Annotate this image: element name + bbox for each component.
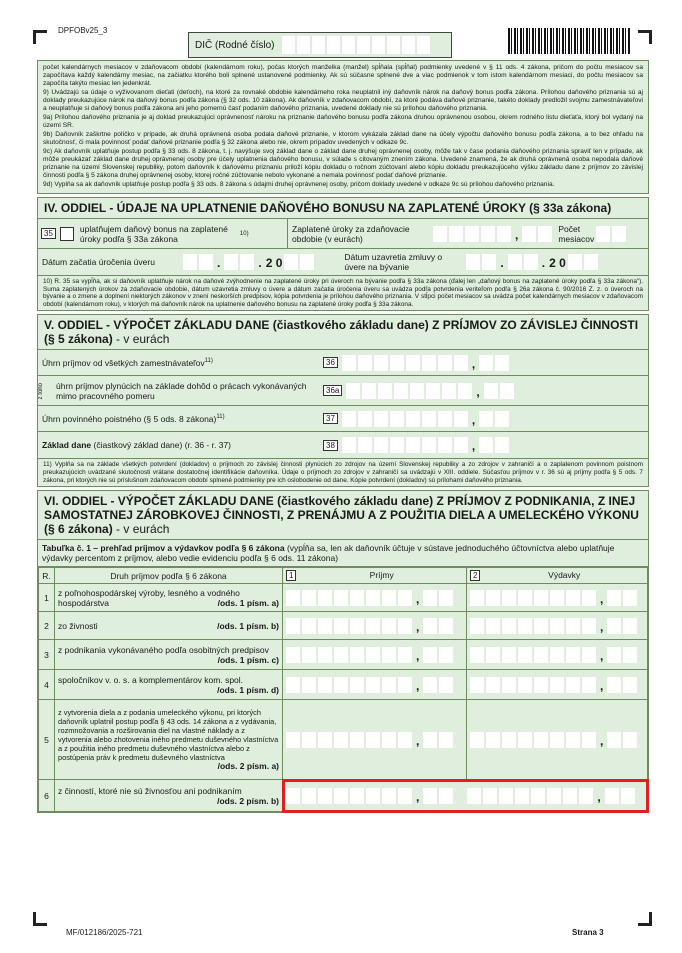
row-35-number: 35 [41, 228, 56, 239]
row-36a-label: úhrn príjmov plynúcich na základe dohôd o prácach vykonávaných mimo pracovného pomeru [56, 380, 307, 401]
row-38-field[interactable]: , [342, 437, 509, 453]
row-3-income-field[interactable]: , [286, 647, 463, 663]
row-5-expense-field[interactable]: , [470, 732, 644, 748]
section-4-panel: 35 uplatňujem daňový bonus na zaplatené úroky podľa § 33a zákona 10) Zaplatené úroky za zdaňovacie obdobie (v eurách) , Počet mesiacov Dátum začatia úročenia úveru . . 2 0 Dátum uzavretia zmluvy o úvere na bývanie . . 2 0 [37, 219, 649, 276]
row-36a-field[interactable]: , [346, 383, 513, 399]
row-36-label: Úhrn príjmov od všetkých zamestnávateľov [42, 357, 205, 368]
row-3-expense-field[interactable]: , [470, 647, 644, 663]
notes-top: počet kalendárnych mesiacov v zdaňovacom období (kalendárnom roku), počas ktorých manželka (manžel) spĺňala (spĺňal) podmienky uvedené v § 11 ods. 4 zákona, pričom do počtu mesiacov sa započítava každý kalendárny mesiac, na začiatku ktorého boli splnené ustanovené podmienky. Ak sú súčasne splnené dve a viac podmienok v tom istom kalendárnom mesiaci, do počtu mesiacov sa započíta takýto mesiac len jedenkrát. 9) Uvádzajú sa údaje o vyživovanom dieťati (deťoch), na ktoré za rovnaké obdobie kalendárneho roka neuplatnil iný daňovník nárok na daňový bonus podľa zákona. Prílohou daňového priznania sú aj doklady preukazujúce nárok na daňový bonus podľa zákona (§ 32 ods. 10 zákona). Ak daňovník v zdaňovacom období, za ktoré podáva daňové priznanie, takéto doklady predložil svojmu zamestnávateľovi a neuplatňuje si daňový bonus podľa zákona ani jeho pomernú časť podaním daňového priznania, uvedené doklady nie sú prílohou daňového priznania. 9a) Prílohou daňového priznania je aj doklad preukazujúci oprávnenosť nároku na priznanie daňového bonusu podľa zákona druhou oprávnenou osobou, okrem rodného listu dieťaťa, ktorý bol vydaný na území SR. 9b) Daňovník zaškrtne políčko v prípade, ak druhá oprávnená osoba podala daňové priznanie, v ktorom vykázala základ dane na účely výpočtu daňového bonusu podľa zákona, a to bez ohľadu na skutočnosť, či mala povinnosť podať daňové priznanie podľa § 32 zákona alebo nie, okrem prípadov uvedených v odkaze 9c. 9c) Ak daňovník uplatňuje postup podľa § 33 ods. 8 zákona, t. j. navýšuje svoj základ dane o základ dane druhej oprávnenej osoby, môže tak v čase podania daňového priznania spraviť len v prípade, ak môže preukázať základ dane druhej oprávnenej osoby pre účely uplatnenia daňového bonusu, v súlade s citovaným znením zákona. Uvedené znamená, že ak druhá oprávnená osoba nepodala daňové priznanie na území Slovenskej republiky, potom daňovník k daňovému priznaniu priloží kópiu dokladu o ročnom zúčtovaní alebo kópiu dokladu preukazujúceho výšku základu dane z príjmov zo závislej činnosti podľa § 5 zákona druhej oprávnenej osoby, ktorej ročné zúčtovanie nebolo vykonané a nemala povinnosť podať daňové priznanie. 9d) Vyplňa sa ak daňovník uplatňuje postup podľa § 33 ods. 8 zákona s údajmi druhej oprávnenej osoby, pričom doklady uvedené v odkaze 9c sú prílohou daňového priznania. [37, 60, 649, 194]
row-37-label: Úhrn povinného poistného (§ 5 ods. 8 zákona) [42, 413, 217, 424]
corner-mark-bottom-left [33, 912, 47, 926]
corner-mark-top-left [33, 30, 47, 44]
dic-label: DIČ (Rodné číslo) [195, 39, 275, 51]
row-35-label: uplatňujem daňový bonus na zaplatené úroky podľa § 33a zákona [79, 223, 228, 244]
interest-label: Zaplatené úroky za zdaňovacie obdobie (v eurách) [292, 223, 410, 244]
row-36-field[interactable]: , [342, 355, 509, 371]
row-2-expense-field[interactable]: , [470, 618, 644, 634]
section-4-note: 10) R. 35 sa vypĺňa, ak si daňovník uplatňuje nárok na daňové zvýhodnenie na zaplatené úroky pri úveroch na bývanie podľa § 33a zákona (ďalej len „daňový bonus na zaplatené úroky podľa § 33a zákona“). Suma zaplatených úrokov za zdaňovacie obdobie, dátum uzavretia zmluvy o úvere a dátum začatia úročenia úveru sa uvádza podľa potvrdenia veriteľom podľa § 26a zákona č. 90/2016 Z. z. o úveroch na bývanie a o zmene a doplnení niektorých zákonov v znení neskorších predpisov, kópia potvrdenia je prílohou daňového priznania. V stĺpci počet mesiacov sa uvádza počet kalendárnych mesiacov v zdaňovacom období (kalendárnom roku), v ktorých má daňovník nárok na uplatnenie daňového bonusu na zaplatené úroky podľa § 33a zákona. [37, 276, 649, 311]
section-5-note: 11) Vyplňa sa na základe všetkých potvrdení (dokladov) o príjmoch zo závislej činnosti plynúcich zo zdrojov na území Slovenskej republiky a zo zdrojov v zahraničí a o zaplatenom povinnom poistnom preukazujúcich uvádzané skutočnosti vrátane dostatočnej identifikácie daňovníka. Údaje o príjmoch zo zdrojov v zahraničí sa uvádzajú v XIII. oddiele. Súčasťou príjmov v r. 36 sú aj príjmy podľa § 5 ods. 7 zákona, pri ktorých nie sú príslušnom zdaňovacom období splnené podmienky pre ich oslobodenie od dane. Kópie potvrdení (dokladov) sú prílohami daňového priznania. [37, 459, 649, 487]
row-1-expense-field[interactable]: , [470, 590, 644, 606]
barcode [508, 28, 630, 54]
document-id: MF/012186/2025-721 [66, 928, 143, 937]
months-field[interactable] [596, 226, 626, 242]
row-4-expense-field[interactable]: , [470, 677, 644, 693]
end-date-label: Dátum uzavretia zmluvy o úvere na bývanie [344, 252, 443, 272]
section-4-title: IV. ODDIEL - ÚDAJE NA UPLATNENIE DAŇOVÉHO BONUSU NA ZAPLATENÉ ÚROKY (§ 33a zákona) [37, 197, 649, 219]
start-date-label: Dátum začatia úročenia úveru [42, 257, 155, 267]
row-5-income-field[interactable]: , [286, 732, 463, 748]
corner-mark-top-right [638, 30, 652, 44]
table-1-title: Tabuľka č. 1 – prehľad príjmov a výdavkov podľa § 6 zákona [42, 543, 285, 554]
table-1: R. Druh príjmov podľa § 6 zákona 1 Príjmy 2 Výdavky 1 z poľnohospodárskej výroby, lesného a vodného hospodárstva /ods. 1 písm. a) , , 2 zo živnosti /ods. 1 písm. b) , , 3 z podnikania vykonávaného podľa osobitných predpisov /ods. 1 písm. c) , , 4 spoločníkov v. o. s. a komplementárov kom. spol. /ods. 1 písm. d) , , 5 z vytvorenia diela a z podania umeleckého výkonu, pri ktorých daňovník uplatnil postup podľa § 43 ods. 14 zákona a z vydávania, rozmnožovania a rozširovania diel na vlastné náklady a z vytvorenia alebo zhotovenia iného predmetu duševného vlastníctva a z použitia iného predmetu duševného vlastníctva alebo z postúpenia práv k predmetu duševného vlastníctva /ods. 2 písm. a) , , 6 z činností, ktoré nie sú živnosťou ani podnikaním /ods. 2 písm. b) , , [38, 567, 648, 812]
interest-field[interactable]: , [433, 226, 552, 242]
section-5-panel: Úhrn príjmov od všetkých zamestnávateľov$^{11)}$ 36 , z toho úhrn príjmov plynúcich na základe dohôd o prácach vykonávaných mimo pracovného pomeru 36a , Úhrn povinného poistného (§ 5 ods. 8 zákona)$^{11)}$ 37 , Základ dane (čiastkový základ dane) (r. 36 - r. 37) 38 , [37, 350, 649, 459]
row-6-income-field[interactable]: , [286, 788, 453, 804]
row-35-checkbox[interactable] [60, 227, 74, 241]
row-38-label: Základ dane [42, 440, 92, 451]
row-1-income-field[interactable]: , [286, 590, 463, 606]
section-6-panel: Tabuľka č. 1 – prehľad príjmov a výdavkov podľa § 6 zákona (vypĺňa sa, len ak daňovník účtuje v sústave jednoduchého účtovníctva alebo uplatňuje výdavky percentom z príjmov, alebo vedie evidenciu podľa § 6 ods. 11 zákona) R. Druh príjmov podľa § 6 zákona 1 Príjmy 2 Výdavky 1 z poľnohospodárskej výroby, lesného a vodného hospodárstva /ods. 1 písm. a) , , 2 zo živnosti /ods. 1 písm. b) , , 3 z podnikania vykonávaného podľa osobitných predpisov /ods. 1 písm. c) , , 4 spoločníkov v. o. s. a komplementárov kom. spol. /ods. 1 písm. d) , , 5 z vytvorenia diela a z podania umeleckého výkonu, pri ktorých daňovník uplatnil postup podľa § 43 ods. 14 zákona a z vydávania, rozmnožovania a rozširovania diel na vlastné náklady a z vytvorenia alebo zhotovenia iného predmetu duševného vlastníctva a z použitia iného predmetu duševného vlastníctva alebo z postúpenia práv k predmetu duševného vlastníctva /ods. 2 písm. a) , , 6 z činností, ktoré nie sú živnosťou ani podnikaním /ods. 2 písm. b) , , [37, 540, 649, 813]
months-label: Počet mesiacov [558, 223, 595, 244]
end-date-field[interactable]: . . 2 0 [466, 254, 597, 270]
row-6-highlight[interactable] [283, 780, 648, 812]
row-2-income-field[interactable]: , [286, 618, 463, 634]
section-6-title: VI. ODDIEL - VÝPOČET ZÁKLADU DANE (čiastkového základu dane) Z PRÍJMOV Z PODNIKANIA, Z INEJ SAMOSTATNEJ ZÁROBKOVEJ ČINNOSTI, Z PRENÁJMU A Z POUŽITIA DIELA A UMELECKÉHO VÝKONU (§ 6 zákona) - v eurách [37, 490, 649, 540]
row-37-field[interactable]: , [342, 411, 509, 427]
row-6-expense-field[interactable]: , [467, 788, 634, 804]
page-number: Strana 3 [572, 928, 604, 937]
section-5-title: V. ODDIEL - VÝPOČET ZÁKLADU DANE (čiastkového základu dane) Z PRÍJMOV ZO ZÁVISLEJ ČINNOSTI (§ 5 zákona) - v eurách [37, 314, 649, 350]
row-4-income-field[interactable]: , [286, 677, 463, 693]
dic-field[interactable] [188, 32, 452, 58]
dic-boxes[interactable] [282, 36, 430, 54]
form-code: DPFOBv25_3 [58, 26, 108, 35]
corner-mark-bottom-right [638, 912, 652, 926]
start-date-field[interactable]: . . 2 0 [183, 254, 314, 270]
